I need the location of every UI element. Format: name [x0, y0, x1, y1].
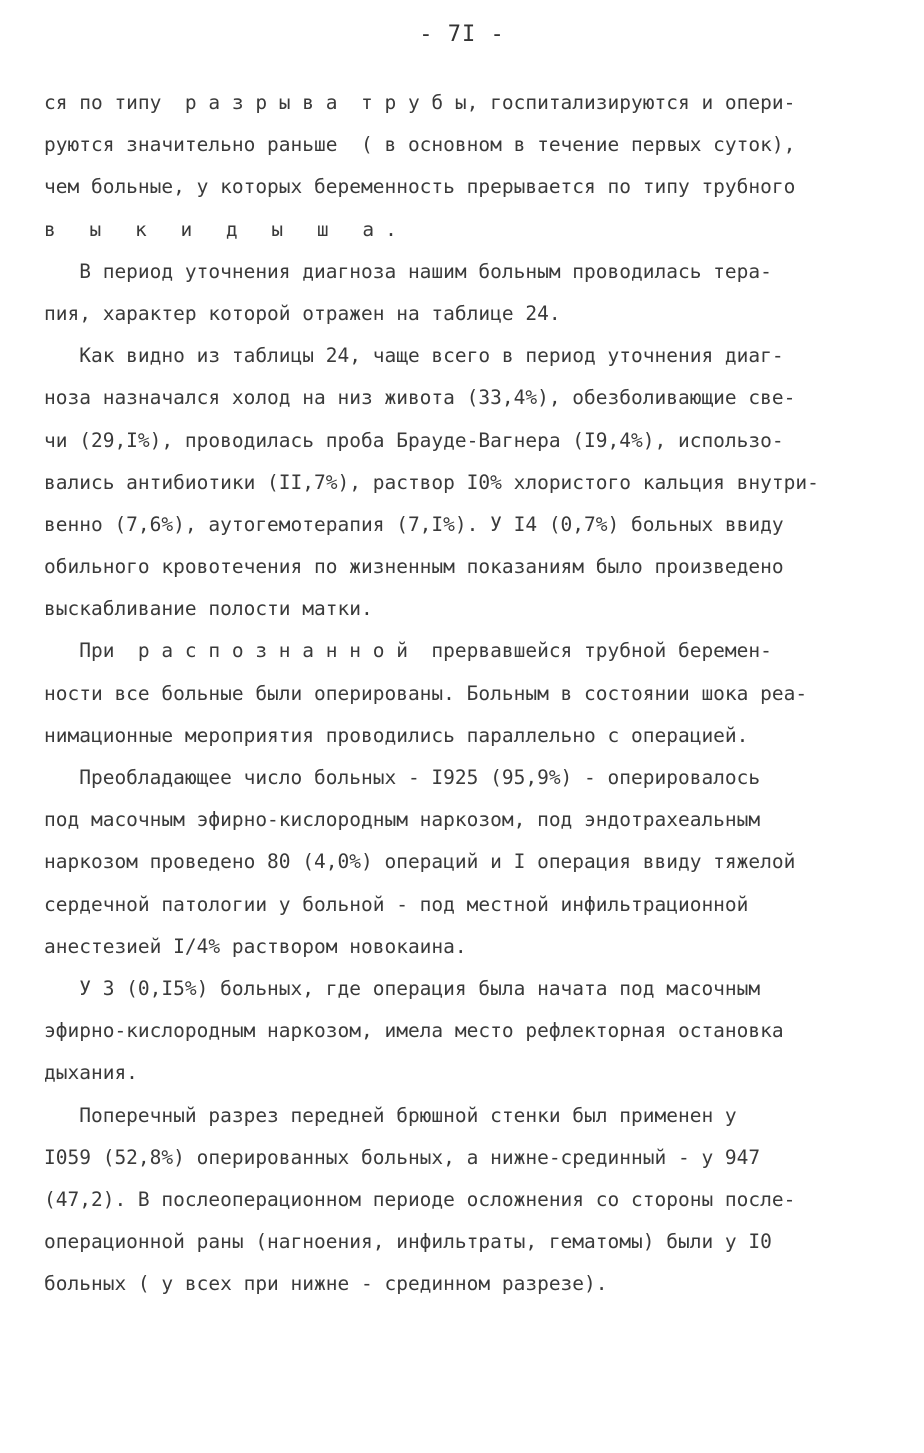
text-line: I059 (52,8%) оперированных больных, а нижне-срединный - у 947 [44, 1145, 761, 1169]
text-line: руются значительно раньше ( в основном в течение первых суток), [44, 133, 796, 157]
text-line: выскабливание полости матки. [44, 597, 373, 621]
paragraph [44, 82, 874, 251]
text-line: дыхания. [44, 1061, 138, 1085]
text-line: нимационные мероприятия проводились параллельно с операцией. [44, 723, 749, 747]
text-line: больных ( у всех при нижне - срединном разрезе). [44, 1272, 608, 1296]
text-line: При р а с п о з н а н н о й прервавшейся трубной беремен- [44, 639, 772, 663]
text-line: под масочным эфирно-кислородным наркозом, под эндотрахеальным [44, 808, 761, 832]
text-line: в ы к и д ы ш а. [44, 217, 408, 241]
text-line: обильного кровотечения по жизненным показаниям было произведено [44, 555, 784, 579]
text-line: (47,2). В послеоперационном периоде осложнения со стороны после- [44, 1187, 796, 1211]
text-line: ноза назначался холод на низ живота (33,4%), обезболивающие све- [44, 386, 796, 410]
paragraph [44, 1095, 874, 1306]
text-line: У 3 (0,I5%) больных, где операция была начата под масочным [44, 976, 761, 1000]
text-line: анестезией I/4% раствором новокаина. [44, 934, 467, 958]
paragraph [44, 251, 874, 335]
text-line: чем больные, у которых беременность прерывается по типу трубного [44, 175, 796, 199]
text-line: пия, характер которой отражен на таблице 24. [44, 301, 561, 325]
paragraph [44, 757, 874, 968]
text-line: Преобладающее число больных - I925 (95,9%) - оперировалось [44, 766, 761, 789]
page-number: - 7I - [419, 22, 505, 47]
text-line: Поперечный разрез передней брюшной стенки был применен у [44, 1103, 737, 1127]
paragraph [44, 968, 874, 1095]
text-line: вались антибиотики (II,7%), раствор I0% хлористого кальция внутри- [44, 470, 819, 494]
text-line: ности все больные были оперированы. Больным в состоянии шока реа- [44, 681, 808, 705]
text-line: В период уточнения диагноза нашим больным проводилась тера- [44, 259, 772, 283]
text-line: сердечной патологии у больной - под местной инфильтрационной [44, 892, 749, 916]
paragraph [44, 335, 874, 630]
text-line: операционной раны (нагноения, инфильтраты, гематомы) были у I0 [44, 1230, 772, 1254]
text-line: ся по типу р а з р ы в а т р у б ы, госпитализируются и опери- [44, 91, 796, 114]
text-line: эфирно-кислородным наркозом, имела место рефлекторная остановка [44, 1019, 784, 1043]
text-line: наркозом проведено 80 (4,0%) операций и I операция ввиду тяжелой [44, 850, 796, 874]
text-line: венно (7,6%), аутогемотерапия (7,I%). У I4 (0,7%) больных ввиду [44, 512, 784, 536]
paragraph [44, 630, 874, 757]
text-line: Как видно из таблицы 24, чаще всего в период уточнения диаг- [44, 344, 784, 368]
text-line: чи (29,I%), проводилась проба Брауде-Вагнера (I9,4%), использо- [44, 428, 784, 452]
body-text [44, 82, 874, 1305]
